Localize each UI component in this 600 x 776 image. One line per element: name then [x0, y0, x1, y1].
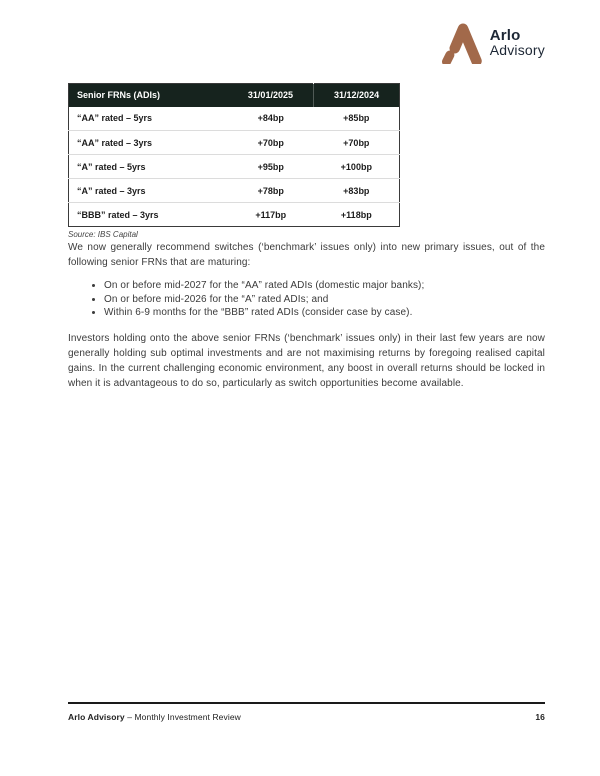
maturity-bullet-list [68, 279, 545, 320]
table-row [69, 155, 400, 179]
table-source-note: Source: IBS Capital [68, 230, 138, 239]
footer-title [68, 712, 241, 722]
row-value-current: +70bp [228, 131, 314, 155]
body-text-section [68, 240, 545, 400]
row-label: “BBB” rated – 3yrs [69, 203, 228, 227]
row-value-prior: +118bp [314, 203, 400, 227]
row-value-current: +84bp [228, 107, 314, 131]
arlo-logo-icon [442, 22, 484, 64]
company-logo [442, 22, 545, 64]
recommendation-paragraph: We now generally recommend switches (‘benchmark’ issues only) into new primary issues, out of the following senior FRNs that are maturing: [68, 242, 545, 268]
col-header-senior-frns: Senior FRNs (ADIs) [69, 84, 228, 107]
table-header-row [69, 84, 400, 107]
footer-brand: Arlo Advisory [68, 712, 125, 722]
row-value-prior: +70bp [314, 131, 400, 155]
table-body [69, 107, 400, 227]
footer-subtitle: – Monthly Investment Review [124, 712, 241, 722]
bullet-item: • Within 6-9 months for the “BBB” rated ADIs (consider case by case). [104, 306, 545, 320]
senior-frn-rates-table [68, 83, 400, 227]
col-header-date-2: 31/12/2024 [314, 84, 400, 107]
col-header-date-1: 31/01/2025 [228, 84, 314, 107]
row-value-current: +78bp [228, 179, 314, 203]
row-label: “AA” rated – 5yrs [69, 107, 228, 131]
table-row [69, 179, 400, 203]
row-label: “AA” rated – 3yrs [69, 131, 228, 155]
logo-brand-top: Arlo [489, 27, 521, 44]
bullet-item: • On or before mid-2026 for the “A” rated ADIs; and [104, 293, 545, 307]
row-value-current: +117bp [228, 203, 314, 227]
row-label: “A” rated – 5yrs [69, 155, 228, 179]
page-footer [68, 702, 545, 722]
row-label: “A” rated – 3yrs [69, 179, 228, 203]
table-row [69, 131, 400, 155]
table-row [69, 107, 400, 131]
bullet-item: • On or before mid-2027 for the “AA” rated ADIs (domestic major banks); [104, 279, 545, 293]
table-row [69, 203, 400, 227]
row-value-current: +95bp [228, 155, 314, 179]
table-header [69, 84, 400, 107]
logo-wordmark [490, 28, 545, 58]
page-number: 16 [535, 712, 545, 722]
investors-paragraph: Investors holding onto the above senior FRNs (‘benchmark’ issues only) in their last few years are now generally holding sub optimal investments and are not maximising returns by foregoing realised capital gains. In the current challenging economic environment, any boost in overall returns should be locked in when it is advantageous to do so, particularly as switch opportunities become available. [68, 332, 545, 389]
logo-brand-bottom: Advisory [489, 42, 545, 58]
row-value-prior: +85bp [314, 107, 400, 131]
frn-table-section [68, 83, 400, 239]
row-value-prior: +100bp [314, 155, 400, 179]
row-value-prior: +83bp [314, 179, 400, 203]
